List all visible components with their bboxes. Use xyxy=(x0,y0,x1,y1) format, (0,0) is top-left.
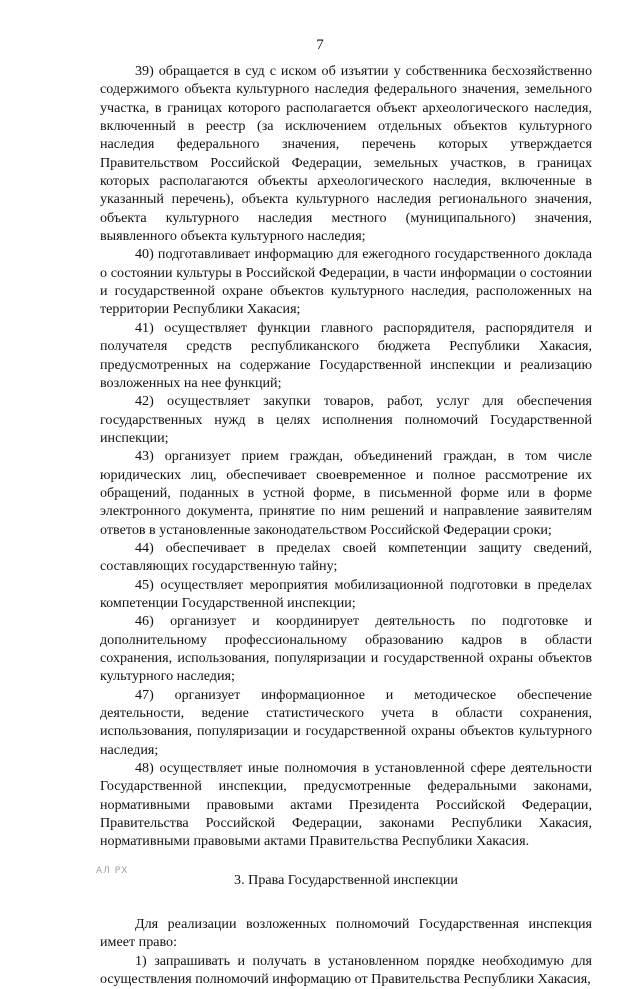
list-item-39: 39) обращается в суд с иском об изъятии у собственника бесхозяйственно содержимого объекта культурного наследия федерального значения, земельного участка, в границах которого располагается объект археологического наследия, включенный в реестр (за исключением отдельных объектов культурного наследия федерального значения, перечень которых утверждается Правительством Российской Федерации, земельных участков, в границах которых располагаются объекты археологического наследия, включенные в указанный перечень), объекта культурного наследия регионального значения, объекта культурного наследия местного (муниципального) значения, выявленного объекта культурного наследия; xyxy=(100,63,592,245)
list-item-40: 40) подготавливает информацию для ежегодного государственного доклада о состоянии культуры в Российской Федерации, в части информации о состоянии и государственной охране объектов культурного наследия, расположенных на территории Республики Хакасия; xyxy=(100,246,592,318)
list-item-45: 45) осуществляет мероприятия мобилизационной подготовки в пределах компетенции Государственной инспекции; xyxy=(100,576,592,611)
document-body xyxy=(100,62,592,989)
list-item-43: 43) организует прием граждан, объединений граждан, в том числе юридических лиц, обеспечивает своевременное и полное рассмотрение их обращений, поданных в устной форме, в письменной форме или в форме электронного документа, принятие по ним решений и направление заявителям ответов в установленные законодательством Российской Федерации сроки; xyxy=(100,448,592,538)
section-intro: Для реализации возложенных полномочий Государственная инспекция имеет право: xyxy=(100,916,592,951)
list-item-48: 48) осуществляет иные полномочия в установленной сфере деятельности Государственной инспекции, предусмотренные федеральными законами, нормативными правовыми актами Президента Российской Федерации, Правительства Российской Федерации, законами Республики Хакасия, нормативными правовыми актами Правительства Республики Хакасия. xyxy=(100,760,592,850)
list-item-44: 44) обеспечивает в пределах своей компетенции защиту сведений, составляющих государственную тайну; xyxy=(100,539,592,575)
footer-mark: АЛ РХ xyxy=(96,866,129,876)
list-item-46: 46) организует и координирует деятельность по подготовке и дополнительному профессиональному образованию кадров в области сохранения, использования, популяризации и государственной охраны объектов культурного наследия; xyxy=(100,613,592,685)
list-item-42: 42) осуществляет закупки товаров, работ, услуг для обеспечения государственных нужд в целях исполнения полномочий Государственной инспекции; xyxy=(100,393,592,446)
list-item-47: 47) организует информационное и методическое обеспечение деятельности, ведение статистического учета в области сохранения, использования, популяризации и государственной охраны объектов культурного наследия; xyxy=(100,686,592,758)
rights-item-1: 1) запрашивать и получать в установленном порядке необходимую для осуществления полномочий информацию от Правительства Республики Хакасия, xyxy=(100,952,592,988)
section-heading: 3. Права Государственной инспекции xyxy=(234,871,458,888)
list-item-41: 41) осуществляет функции главного распорядителя, распорядителя и получателя средств республиканского бюджета Республики Хакасия, предусмотренных на содержание Государственной инспекции и реализацию возложенных на нее функций; xyxy=(100,319,592,391)
page-number: 7 xyxy=(316,37,324,53)
